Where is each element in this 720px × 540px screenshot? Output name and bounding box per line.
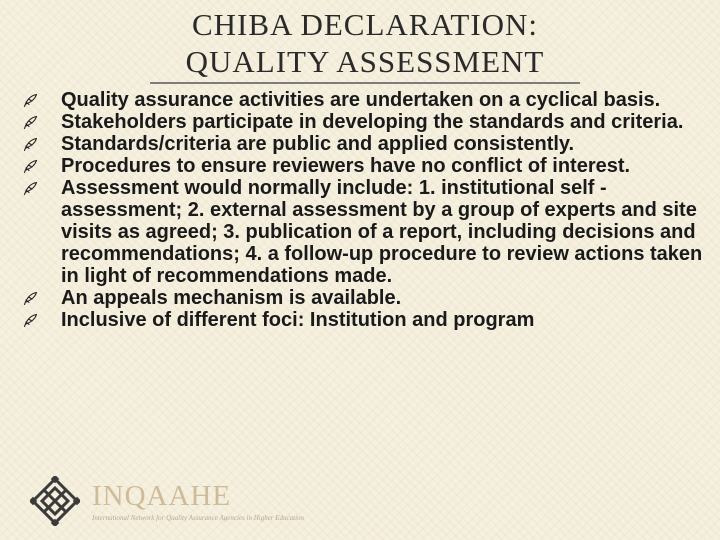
bullet-text: An appeals mechanism is available. (61, 287, 402, 309)
bullet-text: Quality assurance activities are undertaken on a cyclical basis. (61, 89, 661, 111)
inqaahe-logo (30, 476, 340, 526)
bullet-item (22, 177, 712, 287)
feather-pen-icon (22, 313, 38, 329)
bullet-text: Assessment would normally include: 1. institutional self -assessment; 2. external assessment by a group of experts and site visits as agreed; 3. publication of a report, including decisions and recommendations; 4. a follow-up procedure to review actions taken in light of recommendations made. (61, 177, 703, 287)
slide-title (0, 6, 720, 80)
feather-pen-icon (22, 291, 38, 307)
inqaahe-knot-logo-icon (30, 476, 80, 526)
title-line-1: CHIBA DECLARATION: (191, 7, 539, 42)
bullet-item (22, 287, 712, 309)
feather-pen-icon (22, 159, 38, 175)
bullet-item (22, 89, 712, 111)
bullet-item (22, 155, 712, 177)
logo-tagline: International Network for Quality Assurance Agencies in Higher Education (92, 514, 305, 522)
title-underline (150, 82, 580, 84)
bullet-text: Standards/criteria are public and applied consistently. (61, 133, 575, 155)
bullet-item (22, 309, 712, 331)
bullet-text: Procedures to ensure reviewers have no conflict of interest. (61, 155, 631, 177)
feather-pen-icon (22, 137, 38, 153)
logo-name: INQAAHE (92, 480, 232, 512)
feather-pen-icon (22, 115, 38, 131)
title-line-2: QUALITY ASSESSMENT (185, 44, 545, 79)
bullet-list (22, 89, 712, 331)
bullet-text: Stakeholders participate in developing the standards and criteria. (61, 111, 684, 133)
bullet-text: Inclusive of different foci: Institution and program (61, 309, 535, 331)
feather-pen-icon (22, 181, 38, 197)
feather-pen-icon (22, 93, 38, 109)
bullet-item (22, 133, 712, 155)
bullet-item (22, 111, 712, 133)
